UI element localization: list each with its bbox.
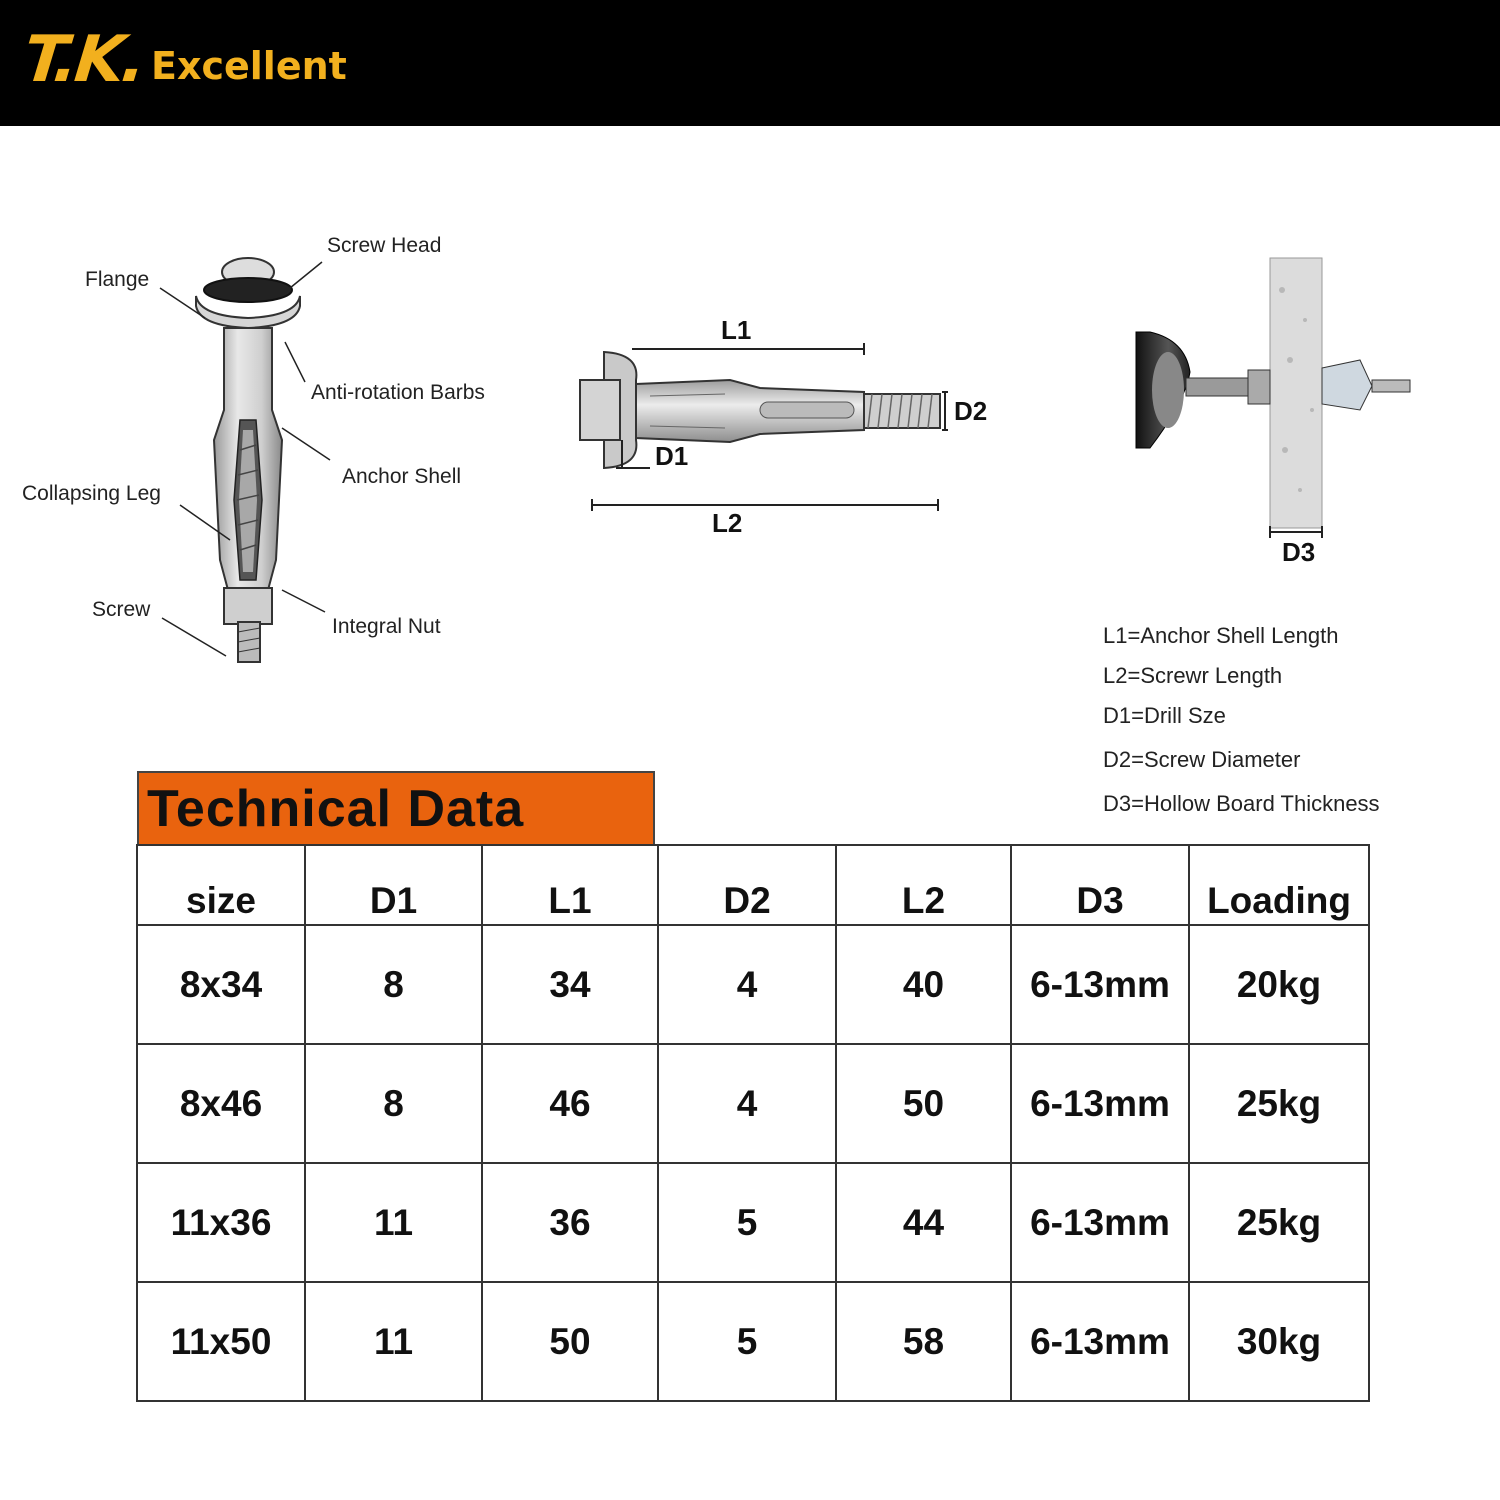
dim-label-d1: D1 [655,441,689,471]
header-size: size [137,845,305,925]
cell-d2: 4 [658,925,836,1044]
dim-label-l2: L2 [712,508,743,538]
cell-d1: 11 [305,1163,482,1282]
dim-label-l1: L1 [721,315,752,345]
cell-l1: 34 [482,925,658,1044]
header-d3: D3 [1011,845,1189,925]
cell-size: 11x36 [137,1163,305,1282]
legend-l2: L2=Screwr Length [1103,663,1283,688]
cell-d3: 6-13mm [1011,1163,1189,1282]
header-l1: L1 [482,845,658,925]
header-loading: Loading [1189,845,1369,925]
technical-data-title [137,771,655,844]
anchor-diagram [0,200,560,680]
legend-d1: D1=Drill Sze [1103,703,1226,728]
cell-loading: 25kg [1189,1044,1369,1163]
table-row [137,1282,1369,1401]
brand-mark: T.K. [20,23,147,97]
callout-integral-nut: Integral Nut [332,615,441,638]
legend-l1: L1=Anchor Shell Length [1103,623,1339,648]
table-header-row [137,845,1369,925]
cell-l2: 44 [836,1163,1011,1282]
cell-d1: 8 [305,925,482,1044]
cell-d1: 8 [305,1044,482,1163]
cell-size: 8x34 [137,925,305,1044]
cell-loading: 20kg [1189,925,1369,1044]
dimension-diagram [570,320,990,540]
cell-l1: 36 [482,1163,658,1282]
cell-l2: 50 [836,1044,1011,1163]
cell-d2: 5 [658,1282,836,1401]
cell-loading: 30kg [1189,1282,1369,1401]
cell-l2: 58 [836,1282,1011,1401]
legend-d2: D2=Screw Diameter [1103,747,1301,772]
installation-diagram [1120,250,1420,560]
cell-size: 11x50 [137,1282,305,1401]
cell-loading: 25kg [1189,1163,1369,1282]
cell-d2: 4 [658,1044,836,1163]
cell-d3: 6-13mm [1011,1282,1189,1401]
callout-anti-rotation-barbs: Anti-rotation Barbs [311,381,485,404]
spec-table [136,844,1370,1402]
cell-d3: 6-13mm [1011,1044,1189,1163]
legend-d3: D3=Hollow Board Thickness [1103,791,1380,816]
header-bar [0,0,1500,126]
cell-d1: 11 [305,1282,482,1401]
cell-l2: 40 [836,925,1011,1044]
dim-label-d2: D2 [954,396,988,426]
table-row [137,925,1369,1044]
cell-d3: 6-13mm [1011,925,1189,1044]
cell-l1: 46 [482,1044,658,1163]
header-d1: D1 [305,845,482,925]
cell-size: 8x46 [137,1044,305,1163]
callout-anchor-shell: Anchor Shell [342,465,462,488]
cell-l1: 50 [482,1282,658,1401]
table-row [137,1163,1369,1282]
header-l2: L2 [836,845,1011,925]
technical-data-title-text: Technical Data [147,780,525,838]
brand-logo [20,22,347,97]
cell-d2: 5 [658,1163,836,1282]
callout-flange: Flange [85,268,150,291]
callout-screw-head: Screw Head [327,234,442,257]
dim-label-d3: D3 [1282,537,1316,567]
callout-collapsing-leg: Collapsing Leg [22,482,161,505]
table-row [137,1044,1369,1163]
brand-name: Excellent [151,44,347,88]
header-d2: D2 [658,845,836,925]
callout-screw: Screw [92,598,151,621]
